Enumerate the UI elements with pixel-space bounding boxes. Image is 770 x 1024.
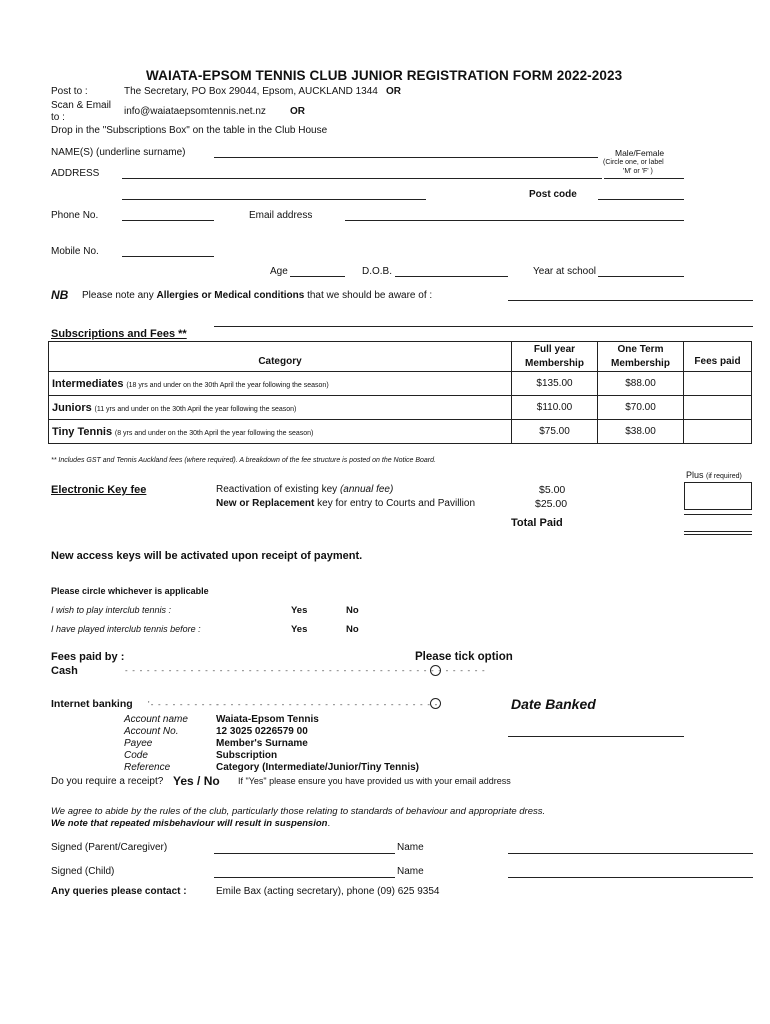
full-year-header: Full year Membership [512, 342, 598, 372]
mobile-line[interactable] [122, 256, 214, 257]
internet-dashes-a: '- - - - - - - - - - [148, 700, 221, 709]
table-row [49, 372, 752, 396]
full-year-price: $110.00 [512, 396, 598, 420]
cash-dashes: - - - - - - - - - - - - - - - - - - - - - - - - - - - - - - - - - - - - - - - - - - - - - - - - - - [125, 666, 486, 675]
agreement-line-2: We note that repeated misbehaviour will result in suspension. [51, 818, 331, 829]
date-banked-label: Date Banked [511, 696, 596, 712]
drop-instruction: Drop in the "Subscriptions Box" on the table in the Club House [51, 125, 328, 136]
signed-parent-line[interactable] [214, 853, 395, 854]
circle-note-1: (Circle one, or label [603, 159, 664, 166]
key-reactivation: Reactivation of existing key (annual fee) [216, 484, 394, 495]
allergies-line-2[interactable] [214, 326, 753, 327]
internet-dashes-b: - - - - - - - - - - - - - - - - - - - - - - - - - - - - - - - [216, 700, 439, 709]
child-name-line[interactable] [508, 877, 753, 878]
email-line[interactable] [345, 220, 684, 221]
key-fee-box[interactable] [684, 482, 752, 510]
dob-line[interactable] [395, 276, 508, 277]
receipt-question: Do you require a receipt? [51, 776, 164, 787]
queries-contact: Emile Bax (acting secretary), phone (09) 625 9354 [216, 886, 440, 897]
dob-label: D.O.B. [362, 266, 393, 277]
box-rule [684, 531, 752, 532]
internet-banking-label: Internet banking [51, 698, 133, 710]
account-name-label: Account name [124, 714, 188, 725]
post-to-address: The Secretary, PO Box 29044, Epsom, AUCKLAND 1344 [124, 86, 378, 97]
key-replacement: New or Replacement key for entry to Courts and Pavillion [216, 498, 476, 509]
mobile-label: Mobile No. [51, 246, 99, 257]
year-at-school-label: Year at school [533, 266, 597, 277]
subscriptions-heading: Subscriptions and Fees ** [51, 328, 187, 340]
post-to-label: Post to : [51, 86, 88, 97]
key-replacement-price: $25.00 [535, 498, 568, 510]
post-code-line[interactable] [598, 199, 684, 200]
signed-child-label: Signed (Child) [51, 866, 115, 877]
internet-banking-radio[interactable] [430, 698, 441, 709]
key-reactivation-price: $5.00 [539, 484, 566, 496]
agreement-line-1: We agree to abide by the rules of the club, particularly those relating to standards of behaviour and appropriate dress. [51, 806, 546, 817]
full-year-price: $75.00 [512, 420, 598, 444]
email-label: Email address [249, 210, 313, 221]
interclub-question-1: I wish to play interclub tennis : [51, 605, 172, 615]
form-title: WAIATA-EPSOM TENNIS CLUB JUNIOR REGISTRATION FORM 2022-2023 [146, 68, 623, 83]
activation-note: New access keys will be activated upon receipt of payment. [51, 550, 363, 562]
phone-line[interactable] [122, 220, 214, 221]
total-paid-label: Total Paid [511, 517, 563, 529]
year-at-school-line[interactable] [598, 276, 684, 277]
fees-paid-header: Fees paid [684, 342, 752, 372]
fees-paid-cell[interactable] [684, 420, 752, 444]
interclub-question-2: I have played interclub tennis before : [51, 624, 201, 634]
account-no-value: 12 3025 0226579 00 [216, 726, 308, 737]
box-rule [684, 534, 752, 535]
one-term-header: One Term Membership [598, 342, 684, 372]
signed-parent-label: Signed (Parent/Caregiver) [51, 842, 168, 853]
fees-paid-by-label: Fees paid by : [51, 651, 125, 663]
fees-footnote: ** Includes GST and Tennis Auckland fees (where required). A breakdown of the fee structure is posted on the Notice Board. [51, 457, 436, 464]
post-code-label: Post code [529, 189, 577, 200]
category-header: Category [49, 342, 512, 372]
allergies-line-1[interactable] [508, 300, 753, 301]
code-label: Code [124, 750, 148, 761]
cash-radio[interactable] [430, 665, 441, 676]
box-rule [684, 514, 752, 515]
code-value: Subscription [216, 750, 278, 761]
receipt-note: If "Yes" please ensure you have provided us with your email address [238, 776, 511, 786]
account-name-value: Waiata-Epsom Tennis [216, 714, 319, 725]
one-term-price: $88.00 [598, 372, 684, 396]
phone-label: Phone No. [51, 210, 99, 221]
payee-value: Member's Surname [216, 738, 308, 749]
one-term-price: $38.00 [598, 420, 684, 444]
age-line[interactable] [290, 276, 345, 277]
queries-label: Any queries please contact : [51, 886, 187, 897]
address-line-1[interactable] [122, 178, 602, 179]
payee-label: Payee [124, 738, 153, 749]
receipt-yes-no[interactable]: Yes / No [173, 774, 220, 788]
circle-note-2: 'M' or 'F' ) [623, 168, 653, 175]
key-fee-heading: Electronic Key fee [51, 484, 147, 496]
reference-value: Category (Intermediate/Junior/Tiny Tennis) [216, 762, 419, 773]
signed-child-line[interactable] [214, 877, 395, 878]
gender-line[interactable] [604, 178, 684, 179]
table-row [49, 420, 752, 444]
category-cell: Intermediates (18 yrs and under on the 30th April the year following the season) [49, 372, 512, 396]
yes-option-2[interactable]: Yes [291, 624, 308, 635]
reference-label: Reference [124, 762, 171, 773]
nb-text: Please note any Allergies or Medical conditions that we should be aware of : [82, 290, 433, 301]
scan-label-1: Scan & Email [51, 100, 112, 111]
or-label-1: OR [386, 86, 401, 97]
fees-paid-cell[interactable] [684, 396, 752, 420]
date-banked-line[interactable] [508, 736, 684, 737]
full-year-price: $135.00 [512, 372, 598, 396]
address-line-2[interactable] [122, 199, 426, 200]
account-no-label: Account No. [124, 726, 179, 737]
circle-heading: Please circle whichever is applicable [51, 586, 209, 596]
category-cell: Juniors (11 yrs and under on the 30th April the year following the season) [49, 396, 512, 420]
child-name-label: Name [397, 866, 424, 877]
parent-name-label: Name [397, 842, 424, 853]
tick-option-label: Please tick option [415, 651, 513, 663]
scan-label-2: to : [51, 112, 65, 123]
names-line[interactable] [214, 157, 598, 158]
plus-label: Plus (if required) [686, 470, 742, 480]
fees-table-header [49, 342, 752, 372]
age-label: Age [270, 266, 288, 277]
club-email: info@waiataepsomtennis.net.nz [124, 106, 266, 117]
no-option-2[interactable]: No [346, 624, 359, 635]
one-term-price: $70.00 [598, 396, 684, 420]
nb-label: NB [51, 288, 69, 302]
parent-name-line[interactable] [508, 853, 753, 854]
yes-option-1[interactable]: Yes [291, 605, 308, 616]
no-option-1[interactable]: No [346, 605, 359, 616]
cash-label: Cash [51, 665, 78, 677]
table-row [49, 396, 752, 420]
address-label: ADDRESS [51, 168, 100, 179]
names-label: NAME(S) (underline surname) [51, 147, 186, 158]
fees-paid-cell[interactable] [684, 372, 752, 396]
category-cell: Tiny Tennis (8 yrs and under on the 30th April the year following the season) [49, 420, 512, 444]
or-label-2: OR [290, 106, 305, 117]
fees-table [48, 341, 752, 444]
male-female-label: Male/Female [615, 148, 665, 158]
